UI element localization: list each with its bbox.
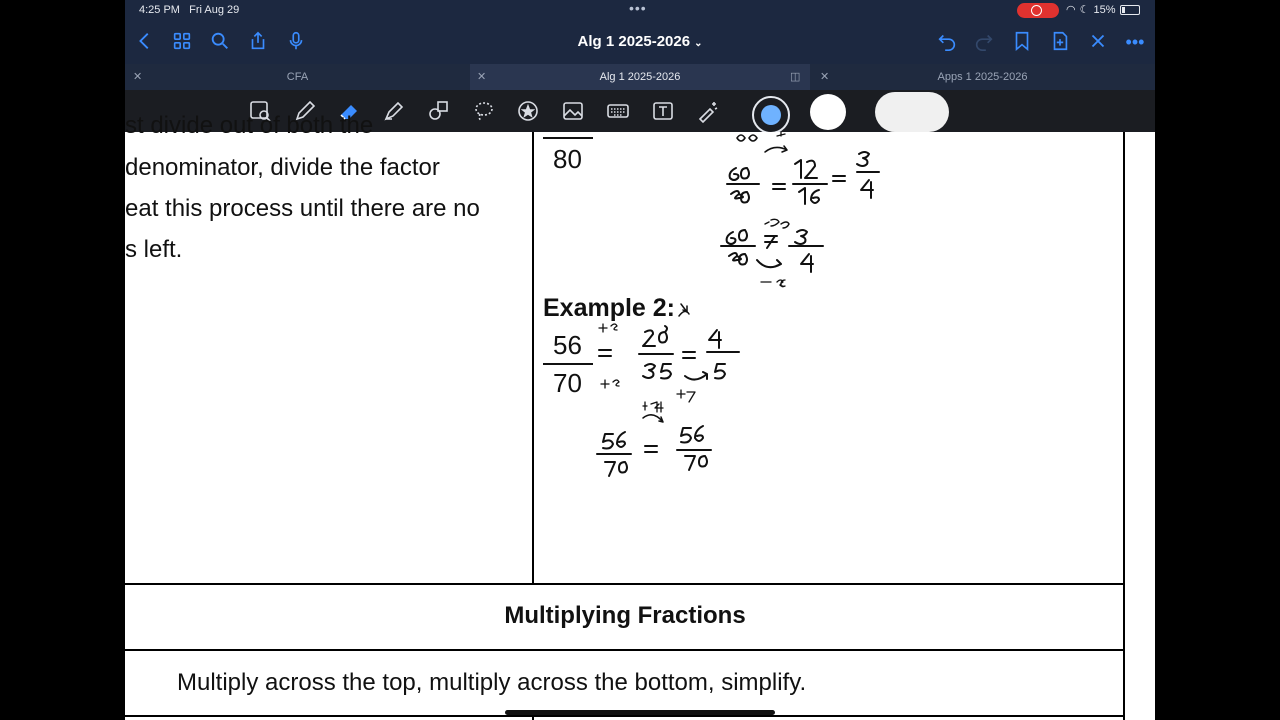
highlighter-icon[interactable] bbox=[382, 99, 408, 125]
color-fill bbox=[761, 105, 781, 125]
split-view-icon[interactable]: ◫ bbox=[790, 71, 801, 83]
lasso-icon[interactable] bbox=[472, 99, 498, 125]
tab-apps1[interactable] bbox=[810, 64, 1155, 90]
explanation-line: eat this process until there are no bbox=[125, 195, 480, 222]
redo-icon[interactable] bbox=[972, 30, 996, 54]
close-tab-icon[interactable]: ✕ bbox=[133, 71, 143, 83]
color-swatch-blue[interactable] bbox=[752, 96, 790, 134]
home-indicator[interactable] bbox=[505, 710, 775, 715]
tab-label: CFA bbox=[286, 71, 309, 83]
status-time: 4:25 PM Fri Aug 29 bbox=[139, 4, 240, 16]
more-icon[interactable]: ••• bbox=[1125, 32, 1145, 52]
tab-bar bbox=[125, 64, 1155, 90]
tab-label: Apps 1 2025-2026 bbox=[937, 71, 1028, 83]
close-tab-icon[interactable]: ✕ bbox=[820, 71, 830, 83]
fraction-denominator: 80 bbox=[553, 144, 582, 174]
moon-icon: ☾ bbox=[1079, 4, 1090, 16]
document-title-dropdown[interactable]: Alg 1 2025-2026 ⌄ bbox=[577, 33, 703, 50]
battery-percent: 15% bbox=[1093, 3, 1116, 16]
section-body: Multiply across the top, multiply across the bottom, simplify. bbox=[177, 669, 807, 696]
table-divider bbox=[125, 715, 1125, 717]
document-page[interactable] bbox=[125, 112, 1155, 720]
tab-cfa[interactable] bbox=[125, 64, 470, 90]
table-divider bbox=[125, 649, 1125, 651]
color-swatch-light[interactable] bbox=[875, 92, 949, 132]
sticker-icon[interactable] bbox=[516, 99, 542, 125]
screen-record-indicator[interactable] bbox=[1017, 3, 1059, 18]
status-right bbox=[1066, 3, 1140, 16]
multitask-dots[interactable]: ••• bbox=[629, 0, 647, 16]
tab-label: Alg 1 2025-2026 bbox=[599, 71, 681, 83]
section-title: Multiplying Fractions bbox=[504, 602, 746, 629]
laser-pointer-icon[interactable] bbox=[696, 99, 722, 125]
add-page-icon[interactable] bbox=[1048, 30, 1072, 54]
example-title: Example 2: bbox=[543, 294, 676, 322]
explanation-line: denominator, divide the factor bbox=[125, 154, 440, 181]
keyboard-icon[interactable] bbox=[606, 99, 632, 125]
undo-icon[interactable] bbox=[935, 30, 959, 54]
explanation-line: s left. bbox=[125, 236, 183, 263]
bookmark-icon[interactable] bbox=[1010, 30, 1034, 54]
close-tab-icon[interactable]: ✕ bbox=[477, 71, 487, 83]
close-icon[interactable] bbox=[1086, 30, 1110, 54]
top-bar bbox=[125, 0, 1155, 64]
color-swatch-white[interactable] bbox=[810, 94, 846, 130]
explanation-line: st divide out of both the bbox=[125, 112, 374, 139]
record-icon bbox=[1031, 5, 1042, 16]
text-icon[interactable] bbox=[651, 99, 677, 125]
shapes-icon[interactable] bbox=[427, 99, 453, 125]
chevron-down-icon: ⌄ bbox=[694, 38, 703, 49]
battery-icon bbox=[1120, 5, 1140, 15]
image-icon[interactable] bbox=[561, 99, 587, 125]
tab-alg1[interactable] bbox=[470, 64, 810, 90]
fraction-numerator: 56 bbox=[553, 330, 582, 360]
handwritten-work bbox=[125, 132, 1125, 584]
ipad-screen bbox=[125, 0, 1155, 720]
fraction-denominator: 70 bbox=[553, 368, 582, 398]
wifi-icon: ◠ bbox=[1066, 4, 1076, 16]
